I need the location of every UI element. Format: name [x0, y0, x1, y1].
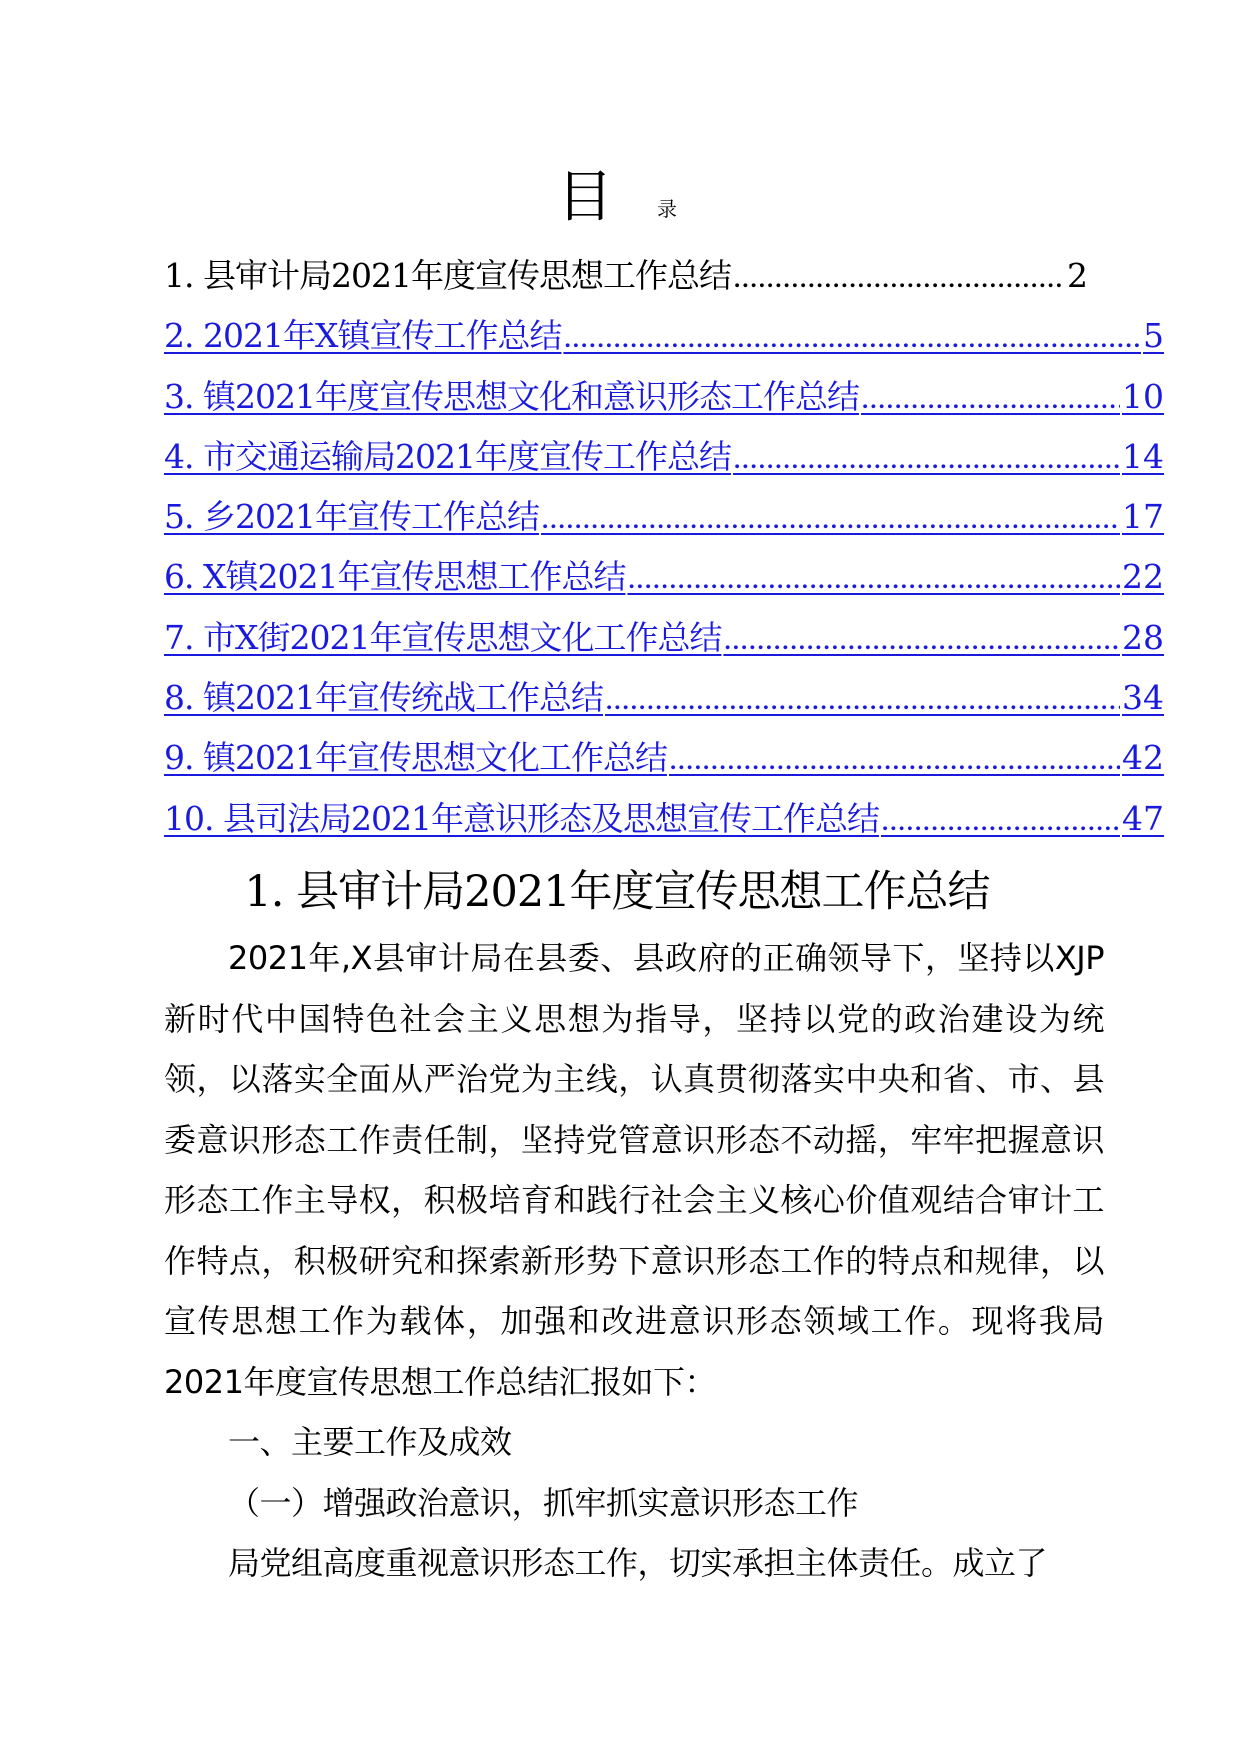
table-of-contents — [164, 246, 1164, 849]
toc-entry-page: 47 — [1122, 798, 1164, 838]
toc-entry-page: 5 — [1143, 316, 1164, 356]
toc-entry-page: 34 — [1122, 678, 1164, 718]
toc-leader-dots — [861, 368, 1120, 427]
toc-entry-page: 14 — [1122, 436, 1164, 476]
toc-leader-dots — [733, 247, 1065, 306]
toc-heading-char-2: 录 — [657, 197, 677, 221]
toc-entry-page: 2 — [1067, 256, 1088, 295]
toc-leader-dots — [627, 548, 1120, 607]
toc-entry-link[interactable] — [164, 547, 1164, 607]
toc-leader-dots — [881, 790, 1120, 849]
toc-entry-page: 28 — [1122, 617, 1164, 657]
toc-entry-title: 7. 市X街2021年宣传思想文化工作总结 — [164, 617, 722, 657]
toc-entry-title: 9. 镇2021年宣传思想文化工作总结 — [164, 738, 667, 778]
article-title: 1. 县审计局2021年度宣传思想工作总结 — [244, 867, 990, 917]
section-heading: 一、主要工作及成效 — [228, 1423, 512, 1461]
toc-entry-link[interactable] — [164, 668, 1164, 728]
toc-entry-link[interactable] — [164, 487, 1164, 547]
toc-entry-link[interactable] — [164, 427, 1164, 487]
toc-entry-title: 3. 镇2021年度宣传思想文化和意识形态工作总结 — [164, 376, 859, 416]
toc-entry-page: 10 — [1122, 376, 1164, 416]
toc-entry-link[interactable] — [164, 728, 1164, 788]
toc-leader-dots — [563, 307, 1141, 366]
article-body — [164, 928, 1104, 1594]
toc-leader-dots — [669, 729, 1120, 788]
intro-paragraph: 2021年,X县审计局在县委、县政府的正确领导下，坚持以XJP新时代中国特色社会主义思想为指导，坚持以党的政治建设为统领，以落实全面从严治党为主线，认真贯彻落实中央和省、市、县委意识形态工作责任制，坚持党管意识形态不动摇，牢牢把握意识形态工作主导权，积极培育和践行社会主义核心价值观结合审计工作特点，积极研究和探索新形势下意识形态工作的特点和规律，以宣传思想工作为载体，加强和改进意识形态领域工作。现将我局2021年度宣传思想工作总结汇报如下： — [164, 939, 1104, 1401]
toc-entry-title: 10. 县司法局2021年意识形态及思想宣传工作总结 — [164, 798, 879, 838]
toc-entry-link[interactable] — [164, 608, 1164, 668]
toc-entry-title: 2. 2021年X镇宣传工作总结 — [164, 316, 562, 356]
toc-entry-link[interactable] — [164, 306, 1164, 366]
toc-entry-page: 22 — [1122, 557, 1164, 597]
toc-entry-page: 42 — [1122, 738, 1164, 778]
toc-entry-title: 4. 市交通运输局2021年度宣传工作总结 — [164, 436, 731, 476]
toc-leader-dots — [541, 488, 1120, 547]
toc-entry-link[interactable] — [164, 367, 1164, 427]
toc-entry-title: 6. X镇2021年宣传思想工作总结 — [164, 557, 626, 597]
toc-entry-title: 1. 县审计局2021年度宣传思想工作总结 — [164, 256, 731, 295]
toc-heading — [0, 165, 1234, 241]
toc-entry-link[interactable] — [164, 789, 1164, 849]
toc-entry-title: 8. 镇2021年宣传统战工作总结 — [164, 678, 603, 718]
toc-entry-page: 17 — [1122, 497, 1164, 537]
toc-heading-char-1: 目 — [557, 165, 613, 230]
toc-leader-dots — [723, 609, 1120, 668]
toc-entry[interactable] — [164, 246, 1088, 306]
toc-entry-title: 5. 乡2021年宣传工作总结 — [164, 497, 539, 537]
toc-leader-dots — [733, 428, 1120, 487]
body-paragraph: 局党组高度重视意识形态工作，切实承担主体责任。成立了 — [228, 1544, 1048, 1582]
toc-leader-dots — [605, 669, 1120, 728]
subsection-heading: （一）增强政治意识，抓牢抓实意识形态工作 — [228, 1483, 859, 1522]
